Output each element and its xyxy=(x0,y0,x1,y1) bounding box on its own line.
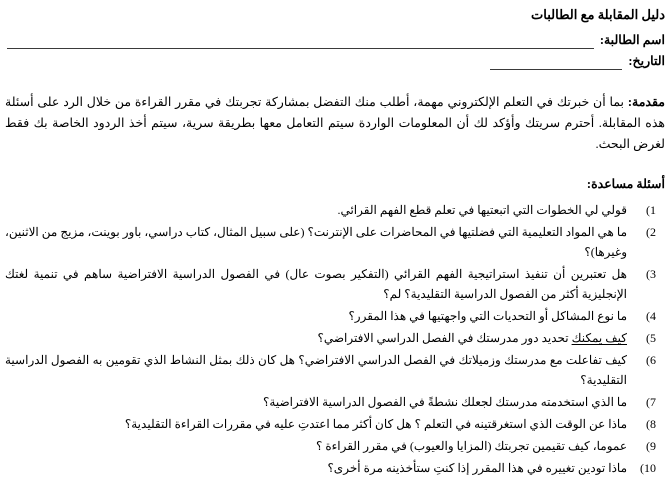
question-text: ماذا تودين تغييره في هذا المقرر إذا كنتِ ستأخذينه مرة أخرى؟ xyxy=(327,461,627,475)
question-text: ما نوع المشاكل أو التحديات التي واجهتيها في هذا المقرر؟ xyxy=(348,309,627,323)
student-name-row xyxy=(5,29,665,49)
introduction-label: مقدمة: xyxy=(627,95,665,109)
question-number: 1) xyxy=(646,203,656,217)
question-text: كيف تفاعلت مع مدرستك وزميلاتك في الفصل الدراسي الافتراضي؟ هل كان ذلك بمثل النشاط الذي تقومين به الفصول الدراسية التقليدية؟ xyxy=(5,353,627,387)
question-number: 5) xyxy=(646,331,656,345)
document-title: دليل المقابلة مع الطالبات xyxy=(531,7,665,22)
question-number: 4) xyxy=(646,309,656,323)
question-number: 2) xyxy=(646,225,656,239)
question-number: 3) xyxy=(646,267,656,281)
question-text: كيف يمكنك تحديد دور مدرستك في الفصل الدراسي الافتراضي؟ xyxy=(317,331,627,345)
question-text: عموما، كيف تقيمين تجربتك (المزايا والعيوب) في مقرر القراءة ؟ xyxy=(315,439,627,453)
introduction-text: بما أن خبرتك في التعلم الإلكتروني مهمة، أطلب منك التفضل بمشاركة تجربتك في مقرر القراءة من خلال الرد على أسئلة هذه المقابلة. أحترم سريتك وأؤكد لك أن المعلومات الواردة سيتم التعامل معها بطريقة سرية، سيتم أخذ الردود الخاصة بك فقط لغرض البحث. xyxy=(5,95,665,151)
question-item xyxy=(5,306,656,326)
question-item xyxy=(5,458,656,478)
question-text: ما هي المواد التعليمية التي فضلتيها في المحاضرات على الإنترنت؟ (على سبيل المثال، كتاب دراسي، باور بوينت، مزيج من الاثنين، وغيرها)؟ xyxy=(5,225,627,259)
question-item xyxy=(5,222,656,262)
question-item xyxy=(5,392,656,412)
question-number: 10) xyxy=(640,461,656,475)
question-item xyxy=(5,264,656,304)
question-item xyxy=(5,350,656,390)
questions-list xyxy=(5,200,665,478)
question-item xyxy=(5,328,656,348)
question-item xyxy=(5,436,656,456)
question-number: 9) xyxy=(646,439,656,453)
date-blank-line xyxy=(490,55,622,70)
question-text: ماذا عن الوقت الذي استغرقتينه في التعلم ؟ هل كان أكثر مما اعتدتِ عليه في مقررات القراءة التقليدية؟ xyxy=(124,417,627,431)
question-number: 6) xyxy=(646,353,656,367)
student-name-label: اسم الطالبة: xyxy=(599,33,665,47)
student-name-blank-line xyxy=(7,34,594,49)
date-row xyxy=(5,50,665,70)
question-item xyxy=(5,200,656,220)
question-number: 8) xyxy=(646,417,656,431)
question-text: ما الذي استخدمته مدرستك لجعلك نشطةً في الفصول الدراسية الافتراضية؟ xyxy=(263,395,627,409)
question-text: هل تعتبرين أن تنفيذ استراتيجية الفهم القرائي (التفكير بصوت عال) في الفصول الدراسية الافتراضية ساهم في تنمية لغتك الإنجليزية أكثر من الفصول الدراسية التقليدية؟ لم؟ xyxy=(5,267,627,301)
question-number: 7) xyxy=(646,395,656,409)
questions-heading: أسئلة مساعدة: xyxy=(586,177,665,191)
date-label: التاريخ: xyxy=(628,54,665,68)
introduction-paragraph xyxy=(5,92,665,155)
question-text: قولي لي الخطوات التي اتبعتيها في تعلم قطع الفهم القرائي. xyxy=(337,203,627,217)
question-item xyxy=(5,414,656,434)
